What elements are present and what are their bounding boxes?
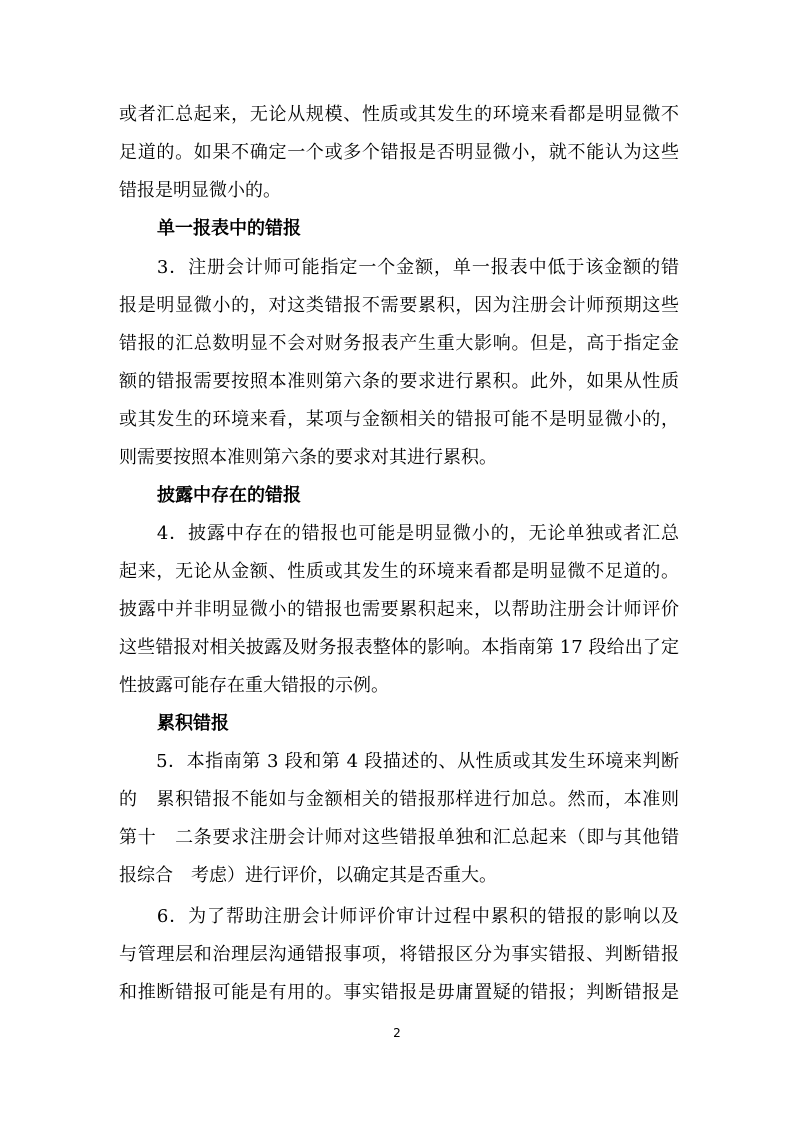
- paragraph-line: 4．披露中存在的错报也可能是明显微小的，无论单独或者汇总: [119, 523, 679, 544]
- paragraph-line: 这些错报对相关披露及财务报表整体的影响。本指南第 17 段给出了定: [119, 637, 679, 658]
- paragraph-line: 则需要按照本准则第六条的要求对其进行累积。: [119, 447, 497, 468]
- paragraph-line: 和推断错报可能是有用的。事实错报是毋庸置疑的错报；判断错报是: [119, 982, 679, 1003]
- paragraph-line: 错报的汇总数明显不会对财务报表产生重大影响。但是，高于指定金: [119, 333, 679, 354]
- paragraph-line: 起来，无论从金额、性质或其发生的环境来看都是明显微不足道的。: [119, 561, 679, 582]
- paragraph-line: 第十 二条要求注册会计师对这些错报单独和汇总起来（即与其他错: [119, 827, 679, 848]
- section-heading: 单一报表中的错报: [157, 218, 301, 239]
- paragraph-line: 或其发生的环境来看，某项与金额相关的错报可能不是明显微小的，: [119, 409, 679, 430]
- paragraph-line: 错报是明显微小的。: [119, 180, 281, 201]
- page-number: 2: [393, 1026, 401, 1040]
- paragraph-line: 3．注册会计师可能指定一个金额，单一报表中低于该金额的错: [119, 257, 679, 278]
- paragraph-line: 报是明显微小的，对这类错报不需要累积，因为注册会计师预期这些: [119, 295, 679, 316]
- section-heading: 累积错报: [157, 713, 229, 734]
- paragraph-line: 与管理层和治理层沟通错报事项，将错报区分为事实错报、判断错报: [119, 944, 679, 965]
- section-heading: 披露中存在的错报: [157, 485, 301, 506]
- paragraph-line: 披露中并非明显微小的错报也需要累积起来，以帮助注册会计师评价: [119, 599, 679, 620]
- paragraph-line: 的 累积错报不能如与金额相关的错报那样进行加总。然而，本准则: [119, 789, 679, 810]
- paragraph-line: 足道的。如果不确定一个或多个错报是否明显微小，就不能认为这些: [119, 142, 679, 163]
- paragraph-line: 6．为了帮助注册会计师评价审计过程中累积的错报的影响以及: [119, 906, 679, 927]
- paragraph-line: 或者汇总起来，无论从规模、性质或其发生的环境来看都是明显微不: [119, 104, 679, 125]
- paragraph-line: 性披露可能存在重大错报的示例。: [119, 675, 389, 696]
- paragraph-line: 额的错报需要按照本准则第六条的要求进行累积。此外，如果从性质: [119, 371, 679, 392]
- paragraph-line: 报综合 考虑）进行评价，以确定其是否重大。: [119, 865, 497, 886]
- paragraph-line: 5．本指南第 3 段和第 4 段描述的、从性质或其发生环境来判断: [119, 751, 679, 772]
